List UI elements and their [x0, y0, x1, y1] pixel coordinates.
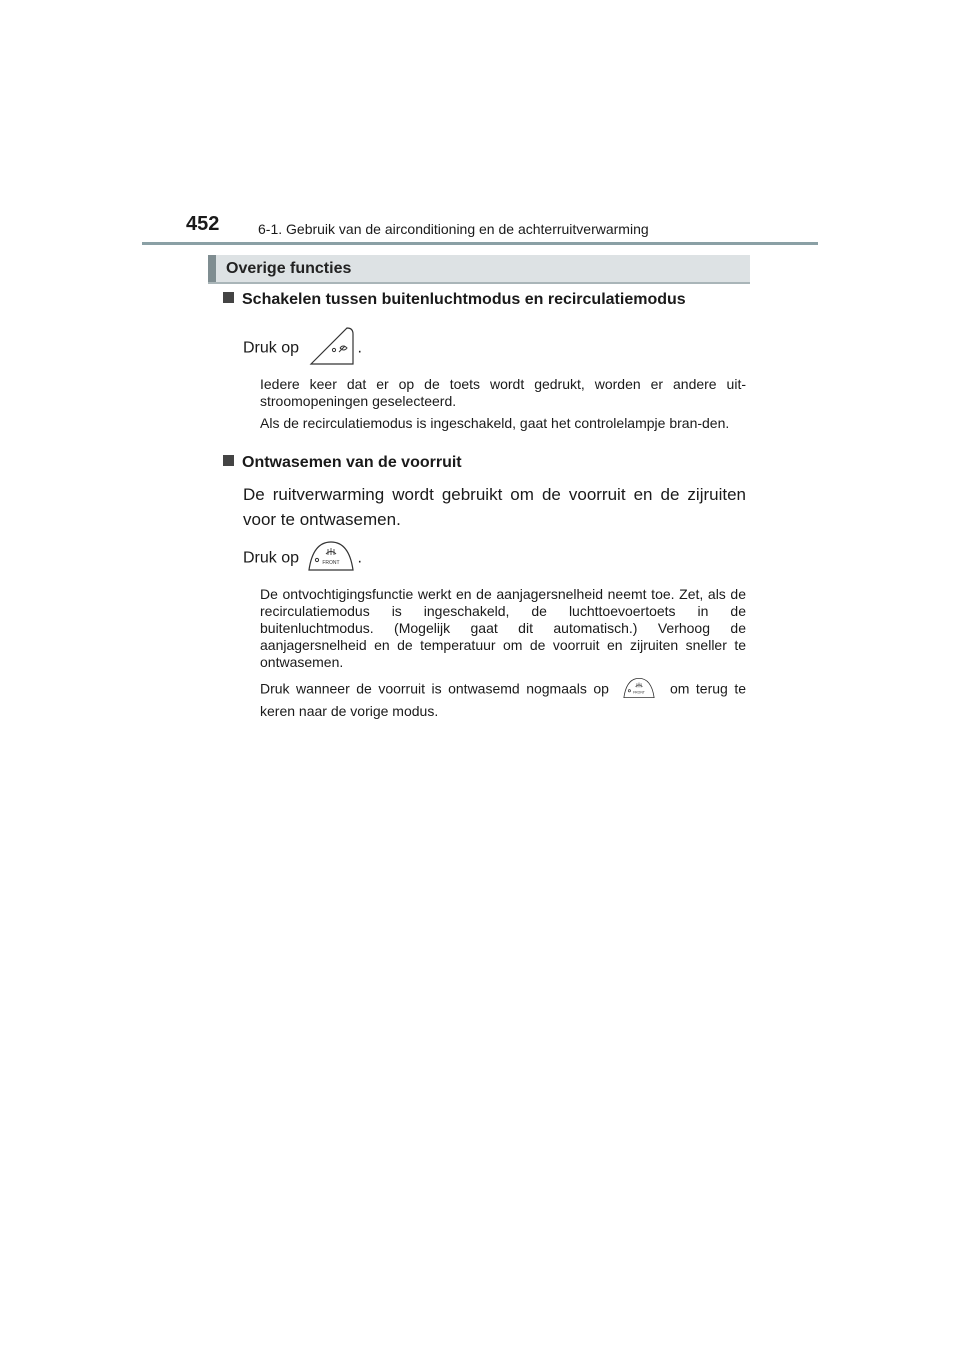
defog-note-1: De ontvochtigingsfunctie werkt en de aanjagersnelheid neemt toe. Zet, als de recirculatiemodus is ingeschakeld, de luchttoevoertoets in de buitenluchtmodus. (Mogelijk gaat dit automatisch.) Verhoog de aanjagersnelheid en de temperatuur om de voorruit en zijruiten sneller te ontwasemen.: [260, 586, 746, 670]
front-label: FRONT: [322, 560, 341, 566]
square-bullet-icon: [223, 292, 234, 303]
front-defroster-button-icon: [619, 677, 659, 703]
defog-press-suffix: .: [357, 549, 362, 567]
defog-note-2-prefix: Druk wanneer de voorruit is ontwasemd nogmaals op: [260, 680, 609, 697]
defog-press-line: [243, 540, 362, 577]
defog-heading: [223, 454, 462, 472]
defog-description: De ruitverwarming wordt gebruikt om de voorruit en de zijruiten voor te ontwasemen.: [243, 485, 746, 529]
recirc-press-line: [243, 324, 362, 373]
recirc-note-1: Iedere keer dat er op de toets wordt gedrukt, worden er andere uit-stroomopeningen geselecteerd.: [260, 376, 746, 409]
defog-press-prefix: Druk op: [243, 549, 300, 567]
recirc-heading: [223, 291, 686, 309]
recirc-note-2: Als de recirculatiemodus is ingeschakeld, gaat het controlelampje bran-den.: [260, 415, 730, 431]
chapter-title: 6-1. Gebruik van de airconditioning en de achterruitverwarming: [258, 221, 649, 237]
section-bar-accent: [208, 255, 216, 282]
section-heading-bar: [208, 255, 750, 284]
defog-heading-text: Ontwasemen van de voorruit: [242, 454, 462, 471]
recirc-press-prefix: Druk op: [243, 339, 300, 357]
recirculation-button-icon: [307, 324, 355, 373]
header-divider: [142, 242, 818, 245]
section-title: Overige functies: [226, 260, 352, 277]
front-defroster-button-icon: [307, 540, 355, 577]
square-bullet-icon: [223, 455, 234, 466]
page-number: 452: [186, 213, 220, 235]
recirc-heading-text: Schakelen tussen buitenluchtmodus en recirculatiemodus: [242, 291, 686, 308]
recirc-press-suffix: .: [357, 339, 362, 357]
defog-note-2: [260, 677, 746, 720]
front-label: FRONT: [633, 690, 646, 695]
defog-note-2-suffix: om terug te keren naar de vorige modus.: [260, 680, 746, 719]
